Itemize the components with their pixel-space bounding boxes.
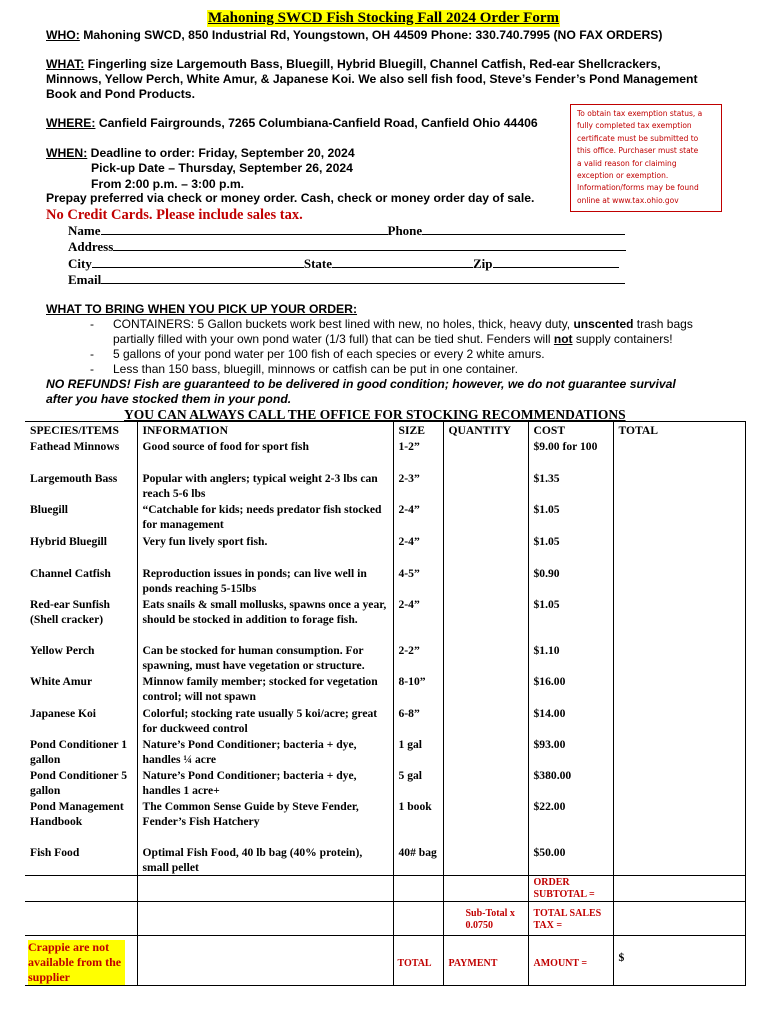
dash: - [90, 362, 94, 376]
subtotal-multiplier: Sub-Total x 0.0750 [443, 902, 528, 936]
name-phone-row [68, 223, 625, 239]
size-cell: 2-4” [393, 501, 443, 533]
quantity-cell[interactable] [443, 705, 528, 736]
size-cell: 8-10” [393, 673, 443, 705]
who-text: Mahoning SWCD, 850 Industrial Rd, Youngstown, OH 44509 Phone: 330.740.7995 (NO FAX ORDERS) [79, 28, 663, 42]
total-sales-tax-value[interactable] [613, 902, 745, 936]
cost-cell: $16.00 [528, 673, 613, 705]
total-payment-label: TOTAL [393, 936, 443, 986]
empty-cell [443, 876, 528, 902]
total-cell[interactable] [613, 705, 745, 736]
email-label: Email [68, 272, 102, 287]
total-cell[interactable] [613, 438, 745, 470]
species-cell: Red-ear Sunfish (Shell cracker) [25, 596, 137, 642]
when-line [46, 146, 355, 161]
order-subtotal-row [25, 876, 745, 902]
when-label: WHEN: [46, 146, 88, 160]
address-field[interactable] [113, 239, 626, 251]
sales-tax-row [25, 902, 745, 936]
size-cell: 1-2” [393, 438, 443, 470]
bullet-emphasis: not [553, 332, 573, 346]
quantity-cell[interactable] [443, 642, 528, 673]
tax-note-line: Information/forms may be found [577, 183, 699, 193]
total-sales-tax-label: TOTAL SALES TAX = [528, 902, 613, 936]
empty-cell [393, 902, 443, 936]
bring-bullet-water [90, 347, 545, 362]
info-cell: Optimal Fish Food, 40 lb bag (40% protein), small pellet [137, 844, 393, 876]
cost-cell: $1.35 [528, 470, 613, 501]
species-cell: Japanese Koi [25, 705, 137, 736]
bring-heading: WHAT TO BRING WHEN YOU PICK UP YOUR ORDER: [46, 302, 358, 316]
table-row [25, 767, 745, 798]
total-cell[interactable] [613, 470, 745, 501]
what-label: WHAT: [46, 57, 85, 71]
bring-bullet-limit [90, 362, 518, 377]
what-line-2: Minnows, Yellow Perch, White Amur, & Japanese Koi. We also sell fish food, Steve’s Fender’s Pond Management [46, 72, 698, 86]
cost-cell: $1.05 [528, 501, 613, 533]
cost-cell: $50.00 [528, 844, 613, 876]
email-field[interactable] [101, 272, 625, 284]
phone-field[interactable] [422, 223, 625, 235]
total-cell[interactable] [613, 501, 745, 533]
species-cell: Yellow Perch [25, 642, 137, 673]
size-cell: 40# bag [393, 844, 443, 876]
size-cell: 1 gal [393, 736, 443, 767]
size-cell: 6-8” [393, 705, 443, 736]
what-line-3: Book and Pond Products. [46, 87, 195, 101]
prepay-note: Prepay preferred via check or money order. Cash, check or money order day of sale. [46, 191, 535, 205]
tax-exemption-note [570, 104, 722, 212]
zip-field[interactable] [493, 256, 619, 268]
species-cell: Largemouth Bass [25, 470, 137, 501]
order-table [25, 421, 746, 986]
species-cell: Bluegill [25, 501, 137, 533]
who-label: WHO: [46, 28, 80, 42]
table-row [25, 533, 745, 565]
table-row [25, 705, 745, 736]
crappie-cell [25, 936, 137, 986]
total-cell[interactable] [613, 798, 745, 844]
empty-cell [137, 936, 393, 986]
total-cell[interactable] [613, 642, 745, 673]
form-title: Mahoning SWCD Fish Stocking Fall 2024 Order Form [208, 10, 559, 26]
quantity-cell[interactable] [443, 533, 528, 565]
order-subtotal-label: ORDER SUBTOTAL = [528, 876, 613, 902]
info-cell: Good source of food for sport fish [137, 438, 393, 470]
header-size: SIZE [393, 422, 443, 439]
tax-note-line: To obtain tax exemption status, a [577, 109, 703, 118]
quantity-cell[interactable] [443, 596, 528, 642]
info-cell: “Catchable for kids; needs predator fish stocked for management [137, 501, 393, 533]
total-cell[interactable] [613, 565, 745, 596]
info-cell: Nature’s Pond Conditioner; bacteria + dye, handles ¼ acre [137, 736, 393, 767]
total-cell[interactable] [613, 844, 745, 876]
empty-cell [25, 876, 137, 902]
call-office-heading: YOU CAN ALWAYS CALL THE OFFICE FOR STOCKING RECOMMENDATIONS [124, 407, 626, 422]
city-state-zip-row [68, 256, 619, 272]
quantity-cell[interactable] [443, 501, 528, 533]
info-cell: Minnow family member; stocked for vegetation control; will not spawn [137, 673, 393, 705]
size-cell: 2-4” [393, 596, 443, 642]
info-cell: The Common Sense Guide by Steve Fender, Fender’s Fish Hatchery [137, 798, 393, 844]
quantity-cell[interactable] [443, 767, 528, 798]
crappie-notice: Crappie are not available from the supplier [28, 940, 125, 985]
table-row [25, 844, 745, 876]
city-label: City [68, 256, 92, 271]
tax-note-line: online at www.tax.ohio.gov [577, 195, 679, 205]
empty-cell [25, 902, 137, 936]
species-cell: Pond Conditioner 5 gallon [25, 767, 137, 798]
species-cell: White Amur [25, 673, 137, 705]
header-total: TOTAL [613, 422, 745, 439]
bullet-text: supply containers! [572, 332, 673, 346]
table-row [25, 596, 745, 642]
state-field[interactable] [332, 256, 473, 268]
table-header-row [25, 422, 745, 439]
bullet-text: Less than 150 bass, bluegill, minnows or catfish can be put in one container. [113, 362, 518, 376]
empty-cell [137, 902, 393, 936]
table-row [25, 798, 745, 844]
bullet-emphasis: unscented [573, 317, 634, 331]
amount-value[interactable]: $ [613, 936, 745, 986]
table-row [25, 438, 745, 470]
dash: - [90, 347, 94, 361]
quantity-cell[interactable] [443, 736, 528, 767]
total-cell[interactable] [613, 596, 745, 642]
info-cell: Can be stocked for human consumption. For spawning, must have vegetation or structure. [137, 642, 393, 673]
quantity-cell[interactable] [443, 798, 528, 844]
table-row [25, 501, 745, 533]
info-cell: Popular with anglers; typical weight 2-3 lbs can reach 5-6 lbs [137, 470, 393, 501]
where-line [46, 116, 538, 131]
cost-cell: $380.00 [528, 767, 613, 798]
empty-cell [137, 876, 393, 902]
phone-label: Phone [387, 223, 423, 238]
refund-policy-line-1: NO REFUNDS! Fish are guaranteed to be delivered in good condition; however, we do not guarantee survival [46, 377, 676, 391]
size-cell: 1 book [393, 798, 443, 844]
bullet-text: CONTAINERS: 5 Gallon buckets work best lined with new, no holes, thick, heavy duty, [113, 317, 574, 331]
table-row [25, 673, 745, 705]
total-cell[interactable] [613, 736, 745, 767]
size-cell: 2-2” [393, 642, 443, 673]
name-label: Name [68, 223, 101, 238]
bullet-text: partially filled with your own pond water (1/3 full) that can be tied shut. Fenders will [113, 332, 554, 346]
cost-cell: $1.05 [528, 596, 613, 642]
deadline-text: Deadline to order: Friday, September 20, 2024 [87, 146, 355, 160]
dash: - [90, 317, 94, 331]
info-cell: Nature’s Pond Conditioner; bacteria + dye, handles 1 acre+ [137, 767, 393, 798]
cost-cell: $1.05 [528, 533, 613, 565]
quantity-cell[interactable] [443, 844, 528, 876]
size-cell: 2-4” [393, 533, 443, 565]
cost-cell: $22.00 [528, 798, 613, 844]
species-cell: Fish Food [25, 844, 137, 876]
amount-label: AMOUNT = [528, 936, 613, 986]
email-row [68, 272, 625, 288]
tax-note-line: fully completed tax exemption [577, 121, 692, 131]
name-field[interactable] [101, 223, 388, 235]
bullet-text: trash bags [633, 317, 693, 331]
table-row [25, 642, 745, 673]
cost-cell: $0.90 [528, 565, 613, 596]
tax-note-line: exception or exemption. [577, 171, 669, 181]
city-field[interactable] [92, 256, 304, 268]
info-cell: Reproduction issues in ponds; can live well in ponds reaching 5-15lbs [137, 565, 393, 596]
payment-label: PAYMENT [443, 936, 528, 986]
what-text-1: Fingerling size Largemouth Bass, Bluegill, Hybrid Bluegill, Channel Catfish, Red-ear Shellcrackers, [84, 57, 661, 71]
cost-cell: $93.00 [528, 736, 613, 767]
where-label: WHERE: [46, 116, 96, 130]
size-cell: 2-3” [393, 470, 443, 501]
quantity-cell[interactable] [443, 565, 528, 596]
order-subtotal-value[interactable] [613, 876, 745, 902]
bullet-text: 5 gallons of your pond water per 100 fish of each species or every 2 white amurs. [113, 347, 545, 361]
zip-label: Zip [473, 256, 493, 271]
pickup-date: Pick-up Date – Thursday, September 26, 2024 [91, 161, 353, 175]
species-cell: Channel Catfish [25, 565, 137, 596]
species-cell: Fathead Minnows [25, 438, 137, 470]
who-line [46, 28, 662, 43]
size-cell: 4-5” [393, 565, 443, 596]
quantity-cell[interactable] [443, 470, 528, 501]
total-cell[interactable] [613, 673, 745, 705]
header-cost: COST [528, 422, 613, 439]
species-cell: Pond Management Handbook [25, 798, 137, 844]
no-credit-cards-notice: No Credit Cards. Please include sales tax. [46, 207, 303, 223]
info-cell: Eats snails & small mollusks, spawns once a year, should be stocked in addition to forage fish. [137, 596, 393, 642]
table-row [25, 736, 745, 767]
header-quantity: QUANTITY [443, 422, 528, 439]
tax-note-line: this office. Purchaser must state [577, 146, 699, 156]
species-cell: Pond Conditioner 1 gallon [25, 736, 137, 767]
bring-bullet-containers-cont [113, 332, 673, 347]
table-row [25, 565, 745, 596]
total-cell[interactable] [613, 533, 745, 565]
payment-row [25, 936, 745, 986]
address-label: Address [68, 239, 114, 254]
what-line-1 [46, 57, 661, 72]
tax-note-line: certificate must be submitted to [577, 133, 699, 143]
info-cell: Colorful; stocking rate usually 5 koi/acre; great for duckweed control [137, 705, 393, 736]
species-cell: Hybrid Bluegill [25, 533, 137, 565]
quantity-cell[interactable] [443, 438, 528, 470]
header-species: SPECIES/ITEMS [25, 422, 137, 439]
info-cell: Very fun lively sport fish. [137, 533, 393, 565]
size-cell: 5 gal [393, 767, 443, 798]
quantity-cell[interactable] [443, 673, 528, 705]
table-row [25, 470, 745, 501]
pickup-time: From 2:00 p.m. – 3:00 p.m. [91, 177, 245, 191]
cost-cell: $14.00 [528, 705, 613, 736]
refund-policy-line-2: after you have stocked them in your pond. [46, 392, 292, 406]
bring-bullet-containers [90, 317, 693, 332]
cost-cell: $9.00 for 100 [528, 438, 613, 470]
cost-cell: $1.10 [528, 642, 613, 673]
tax-note-line: a valid reason for claiming [577, 158, 677, 168]
state-label: State [303, 256, 333, 271]
address-row [68, 239, 626, 255]
total-cell[interactable] [613, 767, 745, 798]
where-text: Canfield Fairgrounds, 7265 Columbiana-Canfield Road, Canfield Ohio 44406 [95, 116, 538, 130]
empty-cell [393, 876, 443, 902]
header-info: INFORMATION [137, 422, 393, 439]
